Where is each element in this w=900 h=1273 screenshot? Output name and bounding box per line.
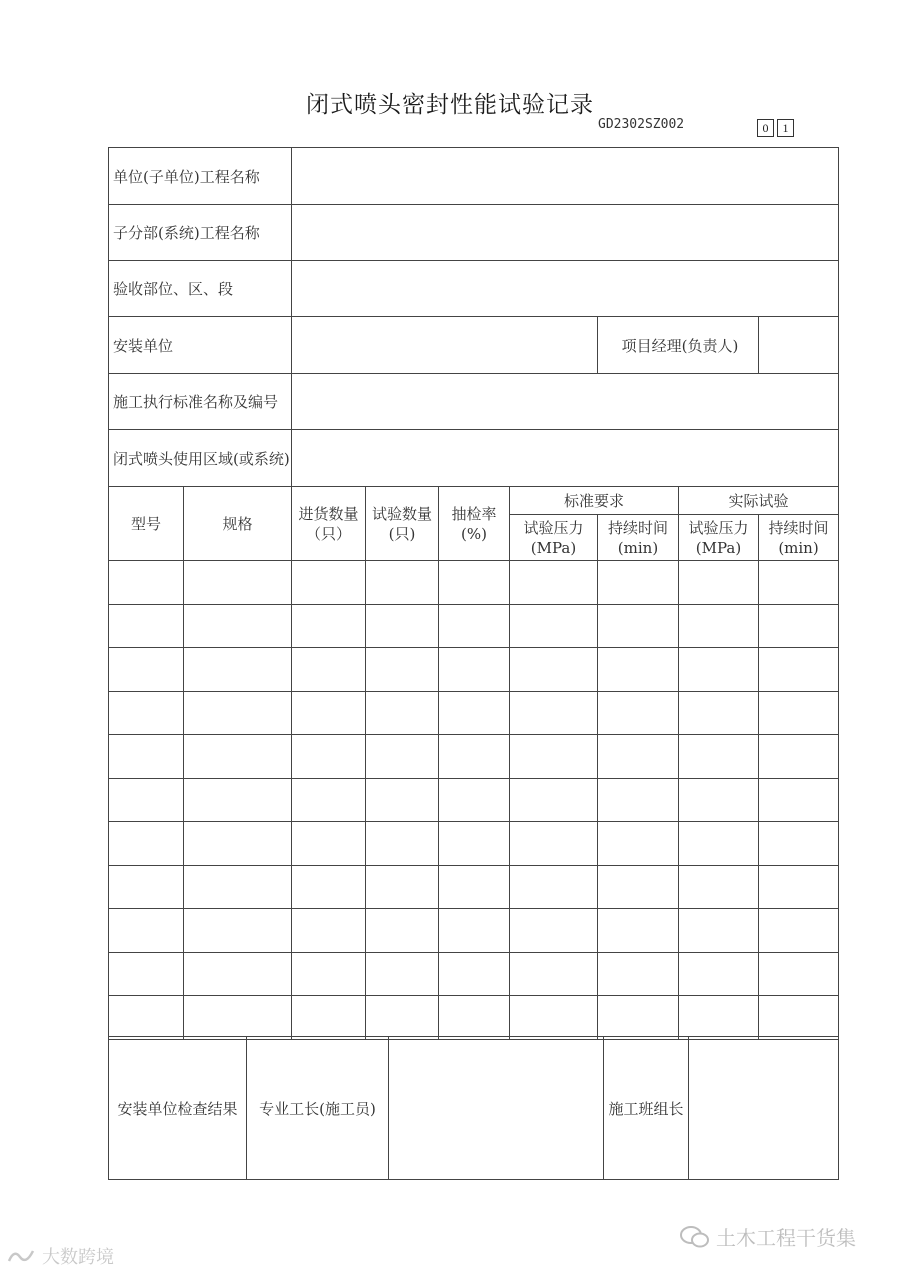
cell-spec[interactable] (184, 691, 292, 735)
cell-act-pressure[interactable] (679, 909, 759, 953)
cell-sampling-rate[interactable] (439, 691, 510, 735)
table-row (109, 952, 839, 996)
header-act-duration-label: 持续时间 (768, 518, 829, 537)
field-team-leader-signature[interactable] (689, 1037, 839, 1180)
cell-incoming-qty[interactable] (292, 952, 366, 996)
cell-act-duration[interactable] (759, 865, 839, 909)
header-sampling-rate-label: 抽检率 (451, 504, 497, 523)
cell-std-pressure[interactable] (510, 778, 598, 822)
field-install-unit[interactable] (292, 317, 598, 374)
record-form (108, 147, 839, 1040)
cell-std-pressure[interactable] (510, 735, 598, 779)
header-standard-requirement: 标准要求 (510, 487, 679, 515)
cell-act-duration[interactable] (759, 778, 839, 822)
header-act-pressure (679, 515, 759, 561)
cell-spec[interactable] (184, 865, 292, 909)
cell-test-qty[interactable] (366, 648, 439, 692)
cell-std-duration[interactable] (598, 561, 679, 605)
cell-incoming-qty[interactable] (292, 909, 366, 953)
cell-std-pressure[interactable] (510, 909, 598, 953)
cell-std-pressure[interactable] (510, 865, 598, 909)
cell-std-duration[interactable] (598, 735, 679, 779)
header-test-qty-label: 试验数量 (371, 504, 432, 523)
wechat-icon (680, 1225, 710, 1254)
cell-std-duration[interactable] (598, 865, 679, 909)
cell-spec[interactable] (184, 952, 292, 996)
cell-std-pressure[interactable] (510, 604, 598, 648)
label-install-unit: 安装单位 (109, 317, 292, 374)
cell-std-duration[interactable] (598, 778, 679, 822)
header-spec: 规格 (184, 487, 292, 561)
cell-act-pressure[interactable] (679, 996, 759, 1040)
cell-std-pressure[interactable] (510, 561, 598, 605)
field-sub-project[interactable] (292, 205, 839, 261)
cell-std-duration[interactable] (598, 648, 679, 692)
cell-spec[interactable] (184, 996, 292, 1040)
page-title: 闭式喷头密封性能试验记录 (306, 92, 594, 118)
watermark-right (680, 1222, 856, 1254)
table-row (109, 691, 839, 735)
watermark-left (6, 1243, 114, 1270)
cell-std-pressure[interactable] (510, 691, 598, 735)
cell-sampling-rate[interactable] (439, 648, 510, 692)
cell-act-pressure[interactable] (679, 561, 759, 605)
cell-model[interactable] (109, 778, 184, 822)
cell-spec[interactable] (184, 604, 292, 648)
cell-act-pressure[interactable] (679, 822, 759, 866)
header-test-qty (366, 487, 439, 561)
cell-act-duration[interactable] (759, 996, 839, 1040)
cell-incoming-qty[interactable] (292, 865, 366, 909)
header-incoming-qty-label: 进货数量 (298, 504, 359, 523)
cell-act-duration[interactable] (759, 691, 839, 735)
cell-std-duration[interactable] (598, 952, 679, 996)
cell-sampling-rate[interactable] (439, 604, 510, 648)
cell-act-duration[interactable] (759, 909, 839, 953)
number-box-2: 1 (777, 119, 794, 137)
header-incoming-qty-unit: （只） (305, 524, 351, 543)
label-project-manager: 项目经理(负责人) (598, 317, 759, 374)
cell-incoming-qty[interactable] (292, 604, 366, 648)
cell-incoming-qty[interactable] (292, 735, 366, 779)
cell-act-duration[interactable] (759, 561, 839, 605)
table-row (109, 909, 839, 953)
cell-test-qty[interactable] (366, 822, 439, 866)
header-act-pressure-unit: (MPa) (695, 538, 742, 557)
label-unit-project: 单位(子单位)工程名称 (109, 148, 292, 205)
cell-act-duration[interactable] (759, 735, 839, 779)
form-code: GD2302SZ002 (598, 117, 685, 132)
header-test-qty-unit: (只) (388, 524, 416, 543)
cell-test-qty[interactable] (366, 604, 439, 648)
cell-act-pressure[interactable] (679, 952, 759, 996)
table-row (109, 648, 839, 692)
cell-sampling-rate[interactable] (439, 996, 510, 1040)
table-row (109, 778, 839, 822)
cell-incoming-qty[interactable] (292, 996, 366, 1040)
cell-spec[interactable] (184, 735, 292, 779)
label-acceptance-location: 验收部位、区、段 (109, 261, 292, 317)
cell-test-qty[interactable] (366, 691, 439, 735)
cell-act-duration[interactable] (759, 604, 839, 648)
cell-test-qty[interactable] (366, 996, 439, 1040)
cell-std-pressure[interactable] (510, 648, 598, 692)
cell-std-duration[interactable] (598, 822, 679, 866)
signature-table (108, 1036, 839, 1180)
header-std-pressure (510, 515, 598, 561)
header-std-duration-label: 持续时间 (607, 518, 668, 537)
cell-test-qty[interactable] (366, 778, 439, 822)
table-row (109, 735, 839, 779)
cell-spec[interactable] (184, 909, 292, 953)
cell-model[interactable] (109, 735, 184, 779)
cell-model[interactable] (109, 909, 184, 953)
cell-incoming-qty[interactable] (292, 778, 366, 822)
cell-model[interactable] (109, 996, 184, 1040)
cell-std-duration[interactable] (598, 604, 679, 648)
cell-test-qty[interactable] (366, 735, 439, 779)
data-rows (109, 561, 839, 1040)
cell-model[interactable] (109, 952, 184, 996)
label-sub-project: 子分部(系统)工程名称 (109, 205, 292, 261)
cell-test-qty[interactable] (366, 865, 439, 909)
cell-std-pressure[interactable] (510, 822, 598, 866)
cell-act-pressure[interactable] (679, 604, 759, 648)
cell-std-duration[interactable] (598, 691, 679, 735)
cell-incoming-qty[interactable] (292, 822, 366, 866)
cell-model[interactable] (109, 691, 184, 735)
cell-model[interactable] (109, 561, 184, 605)
label-foreman: 专业工长(施工员) (247, 1037, 389, 1180)
field-usage-area[interactable] (292, 430, 839, 487)
table-row (109, 561, 839, 605)
header-act-pressure-label: 试验压力 (688, 518, 749, 537)
cell-act-pressure[interactable] (679, 778, 759, 822)
cell-act-pressure[interactable] (679, 735, 759, 779)
brand-logo-icon (6, 1247, 36, 1270)
watermark-left-text: 大数跨境 (42, 1247, 114, 1268)
table-row (109, 822, 839, 866)
label-check-result: 安装单位检查结果 (109, 1037, 247, 1180)
cell-spec[interactable] (184, 561, 292, 605)
cell-sampling-rate[interactable] (439, 909, 510, 953)
header-act-duration-unit: (min) (778, 538, 819, 557)
cell-model[interactable] (109, 604, 184, 648)
field-project-manager[interactable] (759, 317, 839, 374)
header-model: 型号 (109, 487, 184, 561)
header-std-pressure-unit: (MPa) (530, 538, 577, 557)
table-row (109, 996, 839, 1040)
label-usage-area: 闭式喷头使用区域(或系统) (109, 430, 292, 487)
cell-std-duration[interactable] (598, 909, 679, 953)
cell-act-pressure[interactable] (679, 648, 759, 692)
cell-std-pressure[interactable] (510, 952, 598, 996)
header-sampling-rate-unit: (%) (461, 524, 487, 543)
cell-spec[interactable] (184, 648, 292, 692)
cell-sampling-rate[interactable] (439, 952, 510, 996)
cell-incoming-qty[interactable] (292, 648, 366, 692)
header-sampling-rate (439, 487, 510, 561)
cell-act-pressure[interactable] (679, 691, 759, 735)
cell-test-qty[interactable] (366, 561, 439, 605)
number-box-1: 0 (757, 119, 774, 137)
cell-spec[interactable] (184, 822, 292, 866)
cell-sampling-rate[interactable] (439, 822, 510, 866)
cell-sampling-rate[interactable] (439, 735, 510, 779)
cell-test-qty[interactable] (366, 909, 439, 953)
watermark-right-text: 土木工程干货集 (716, 1226, 856, 1250)
cell-spec[interactable] (184, 778, 292, 822)
cell-model[interactable] (109, 865, 184, 909)
cell-sampling-rate[interactable] (439, 778, 510, 822)
field-standard[interactable] (292, 374, 839, 430)
table-row (109, 865, 839, 909)
cell-model[interactable] (109, 648, 184, 692)
cell-act-duration[interactable] (759, 822, 839, 866)
cell-std-pressure[interactable] (510, 996, 598, 1040)
header-std-pressure-label: 试验压力 (523, 518, 584, 537)
header-actual-test: 实际试验 (679, 487, 839, 515)
header-act-duration (759, 515, 839, 561)
cell-act-pressure[interactable] (679, 865, 759, 909)
label-team-leader: 施工班组长 (604, 1037, 689, 1180)
table-row (109, 604, 839, 648)
header-incoming-qty (292, 487, 366, 561)
field-acceptance-location[interactable] (292, 261, 839, 317)
cell-sampling-rate[interactable] (439, 865, 510, 909)
cell-sampling-rate[interactable] (439, 561, 510, 605)
cell-incoming-qty[interactable] (292, 561, 366, 605)
cell-model[interactable] (109, 822, 184, 866)
header-std-duration (598, 515, 679, 561)
label-standard: 施工执行标准名称及编号 (109, 374, 292, 430)
cell-incoming-qty[interactable] (292, 691, 366, 735)
cell-act-duration[interactable] (759, 648, 839, 692)
cell-test-qty[interactable] (366, 952, 439, 996)
header-std-duration-unit: (min) (617, 538, 659, 557)
cell-act-duration[interactable] (759, 952, 839, 996)
cell-std-duration[interactable] (598, 996, 679, 1040)
field-unit-project[interactable] (292, 148, 839, 205)
field-foreman-signature[interactable] (389, 1037, 604, 1180)
